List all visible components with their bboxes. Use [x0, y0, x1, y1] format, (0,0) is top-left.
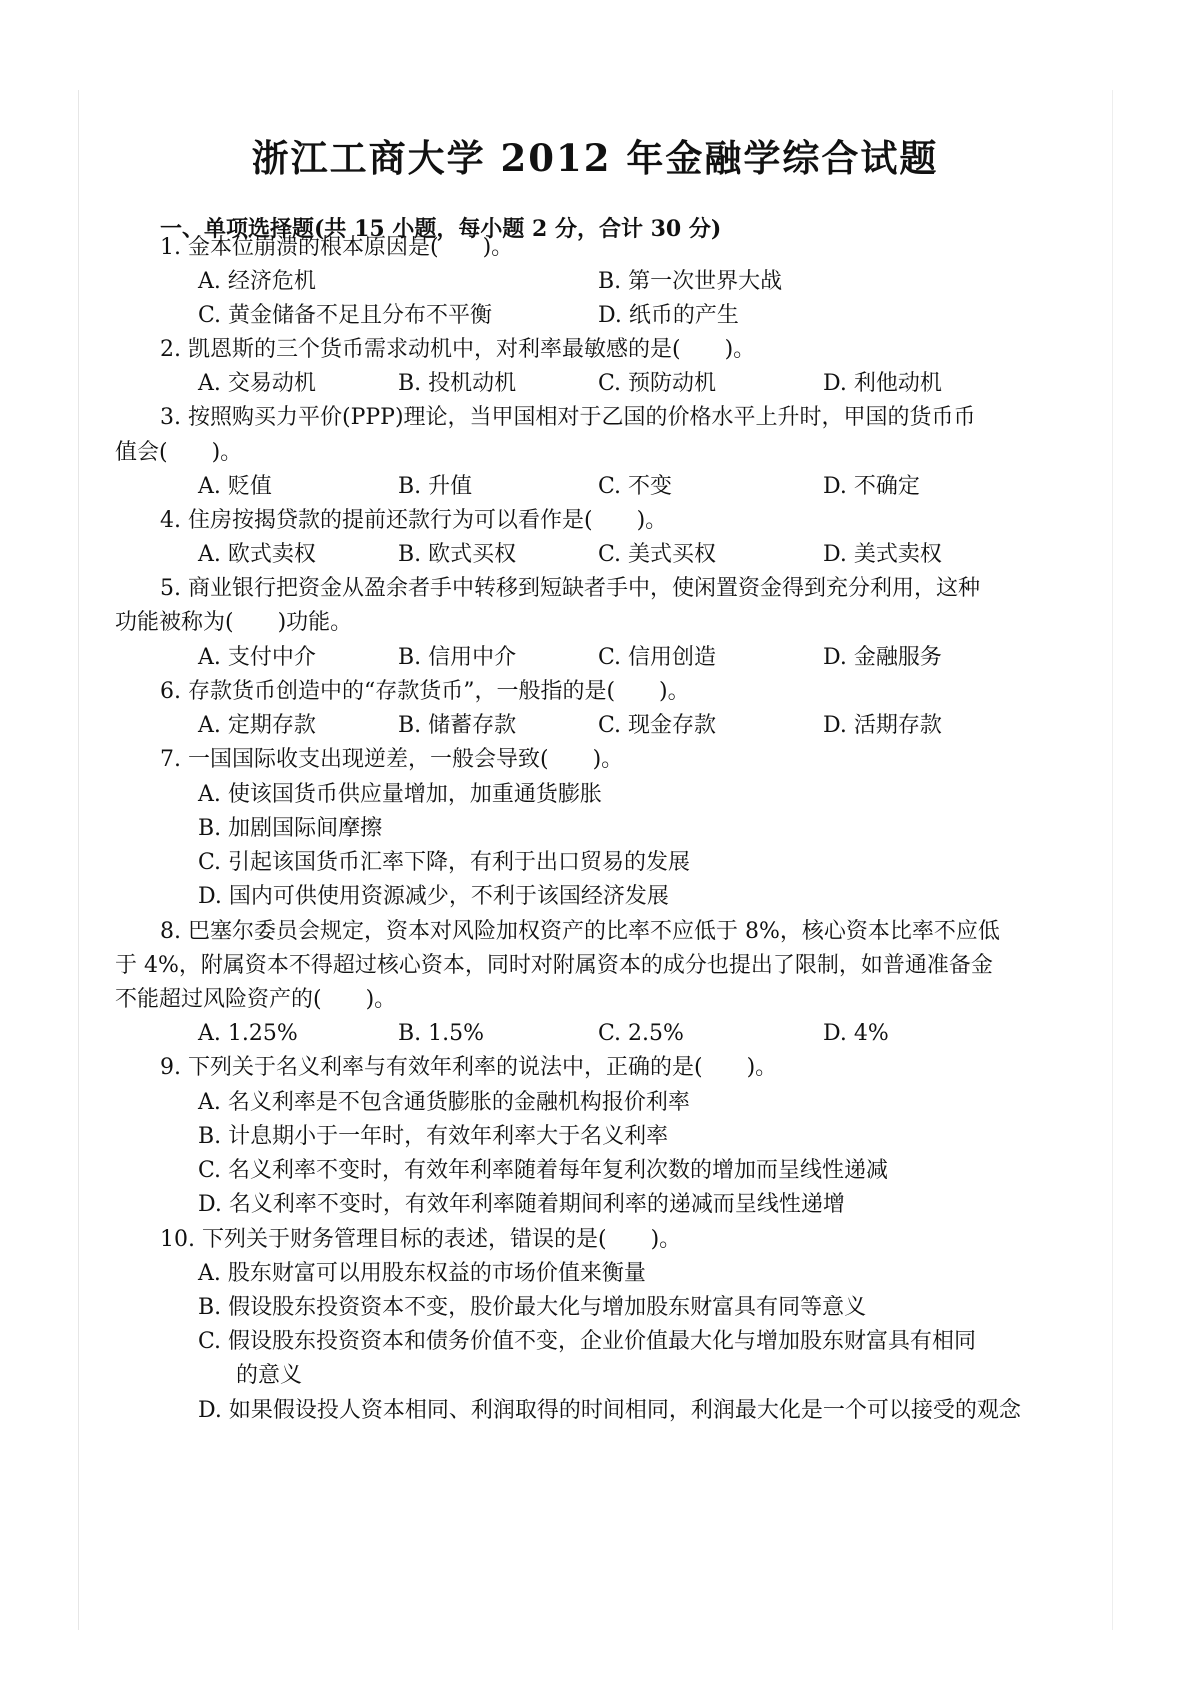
question-1-option-c: C. 黄金储备不足且分布不平衡 [198, 303, 493, 328]
question-10-option-d: D. 如果假设投人资本相同、利润取得的时间相同，利润最大化是一个可以接受的观念 [198, 1398, 1021, 1423]
question-4-option-d: D. 美式卖权 [823, 542, 942, 567]
question-5-option-d: D. 金融服务 [823, 645, 942, 670]
question-8-stem: 8. 巴塞尔委员会规定，资本对风险加权资产的比率不应低于 8%，核心资本比率不应低 [160, 919, 1000, 944]
question-5-option-c: C. 信用创造 [598, 645, 717, 670]
question-6-option-a: A. 定期存款 [198, 713, 316, 738]
section-heading: 一、单项选择题(共 15 小题，每小题 2 分，合计 30 分) [160, 216, 722, 242]
question-6-option-d: D. 活期存款 [823, 713, 942, 738]
question-5-stem: 5. 商业银行把资金从盈余者手中转移到短缺者手中，使闲置资金得到充分利用，这种 [160, 576, 980, 601]
question-7-option-d: D. 国内可供使用资源减少，不利于该国经济发展 [198, 884, 669, 909]
question-5-stem-cont: 功能被称为( )功能。 [115, 610, 353, 635]
question-3-option-c: C. 不变 [598, 474, 673, 499]
question-10-stem: 10. 下列关于财务管理目标的表述，错误的是( )。 [160, 1227, 682, 1252]
scan-edge-right [1112, 90, 1113, 1630]
question-1-option-a: A. 经济危机 [198, 269, 316, 294]
question-10-option-a: A. 股东财富可以用股东权益的市场价值来衡量 [198, 1261, 646, 1286]
question-8-option-d: D. 4% [823, 1021, 889, 1046]
question-8-option-b: B. 1.5% [398, 1021, 485, 1046]
question-2-option-a: A. 交易动机 [198, 371, 316, 396]
question-6-stem: 6. 存款货币创造中的“存款货币”，一般指的是( )。 [160, 679, 690, 704]
question-9-option-a: A. 名义利率是不包含通货膨胀的金融机构报价利率 [198, 1090, 690, 1115]
question-2-option-b: B. 投机动机 [398, 371, 517, 396]
question-2-option-c: C. 预防动机 [598, 371, 717, 396]
question-10-option-b: B. 假设股东投资资本不变，股价最大化与增加股东财富具有同等意义 [198, 1295, 867, 1320]
question-9-option-c: C. 名义利率不变时，有效年利率随着每年复利次数的增加而呈线性递减 [198, 1158, 889, 1183]
question-1-option-b: B. 第一次世界大战 [598, 269, 783, 294]
question-3-option-b: B. 升值 [398, 474, 473, 499]
question-8-option-c: C. 2.5% [598, 1021, 684, 1046]
question-2-option-d: D. 利他动机 [823, 371, 942, 396]
question-4-option-c: C. 美式买权 [598, 542, 717, 567]
question-9-option-b: B. 计息期小于一年时，有效年利率大于名义利率 [198, 1124, 669, 1149]
question-10-option-c-cont: 的意义 [236, 1363, 303, 1388]
question-3-stem-cont: 值会( )。 [115, 440, 243, 465]
question-2-stem: 2. 凯恩斯的三个货币需求动机中，对利率最敏感的是( )。 [160, 337, 756, 362]
question-1-option-d: D. 纸币的产生 [598, 303, 739, 328]
question-6-option-c: C. 现金存款 [598, 713, 717, 738]
question-3-stem: 3. 按照购买力平价(PPP)理论，当甲国相对于乙国的价格水平上升时，甲国的货币币 [160, 405, 976, 430]
question-4-stem: 4. 住房按揭贷款的提前还款行为可以看作是( )。 [160, 508, 668, 533]
page-title: 浙江工商大学 2012 年金融学综合试题 [251, 136, 939, 180]
question-8-stem-cont-2: 不能超过风险资产的( )。 [115, 987, 397, 1012]
question-9-option-d: D. 名义利率不变时，有效年利率随着期间利率的递减而呈线性递增 [198, 1192, 845, 1217]
question-4-option-b: B. 欧式买权 [398, 542, 517, 567]
question-7-stem: 7. 一国国际收支出现逆差，一般会导致( )。 [160, 747, 624, 772]
question-1-stem: 1. 金本位崩溃的根本原因是( )。 [160, 235, 514, 260]
question-7-option-b: B. 加剧国际间摩擦 [198, 816, 383, 841]
question-6-option-b: B. 储蓄存款 [398, 713, 517, 738]
question-8-option-a: A. 1.25% [198, 1021, 298, 1046]
question-5-option-a: A. 支付中介 [198, 645, 316, 670]
question-5-option-b: B. 信用中介 [398, 645, 517, 670]
question-7-option-c: C. 引起该国货币汇率下降，有利于出口贸易的发展 [198, 850, 691, 875]
question-9-stem: 9. 下列关于名义利率与有效年利率的说法中，正确的是( )。 [160, 1055, 778, 1080]
question-8-stem-cont-1: 于 4%，附属资本不得超过核心资本，同时对附属资本的成分也提出了限制，如普通准备金 [115, 953, 993, 978]
question-3-option-d: D. 不确定 [823, 474, 920, 499]
question-4-option-a: A. 欧式卖权 [198, 542, 316, 567]
question-3-option-a: A. 贬值 [198, 474, 272, 499]
question-10-option-c: C. 假设股东投资资本和债务价值不变，企业价值最大化与增加股东财富具有相同 [198, 1329, 977, 1354]
question-7-option-a: A. 使该国货币供应量增加，加重通货膨胀 [198, 782, 602, 807]
scan-edge-left [78, 90, 79, 1630]
